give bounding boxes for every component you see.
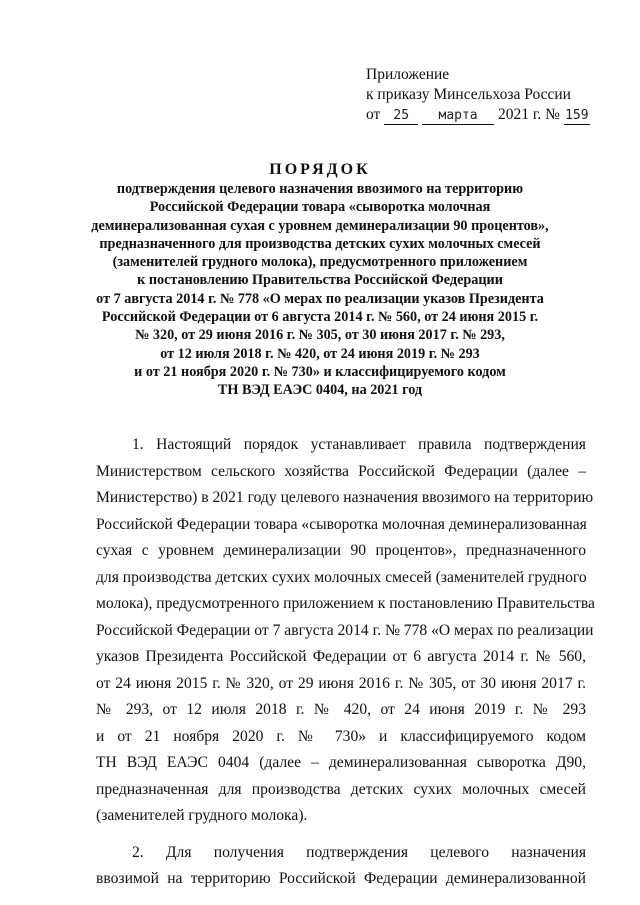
- body-line: для производства детских сухих молочных смесей (заменителей грудного: [96, 568, 587, 586]
- date-prefix: от: [366, 106, 381, 123]
- subtitle-line: и от 21 ноября 2020 г. № 730» и классифицируемого кодом: [134, 363, 506, 380]
- subtitle-line: от 12 июля 2018 г. № 420, от 24 июня 2019 г. № 293: [160, 345, 480, 362]
- paragraph-1: [96, 432, 595, 830]
- order-number: 159: [565, 108, 589, 123]
- order-month: марта: [422, 108, 494, 125]
- subtitle-line: подтверждения целевого назначения ввозимого на территорию: [116, 181, 524, 197]
- order-year: 2021 г. №: [497, 106, 560, 123]
- subtitle-line: Российской Федерации от 6 августа 2014 г. № 560, от 24 июня 2015 г.: [101, 309, 539, 326]
- body-line: ввозимой на территорию Российской Федерации деминерализованной: [96, 870, 586, 887]
- body-line: указов Президента Российской Федерации от 6 августа 2014 г. № 560,: [96, 648, 586, 665]
- body-line: 1. Настоящий порядок устанавливает правила подтверждения: [132, 436, 586, 453]
- document-subtitle: [60, 180, 580, 400]
- subtitle-line: № 320, от 29 июня 2016 г. № 305, от 30 июня 2017 г. № 293,: [135, 327, 505, 344]
- subtitle-line: от 7 августа 2014 г. № 778 «О мерах по реализации указов Президента: [96, 290, 544, 307]
- body-line: и от 21 ноября 2020 г. № 730» и классифицируемого кодом: [96, 727, 586, 745]
- subtitle-line: ТН ВЭД ЕАЭС 0404, на 2021 год: [217, 382, 423, 399]
- subtitle-line: предназначенного для производства детских сухих молочных смесей: [99, 235, 541, 252]
- document-body: [96, 432, 595, 893]
- appendix-label: Приложение: [366, 66, 450, 83]
- body-line: сухая с уровнем деминерализации 90 процентов», предназначенного: [96, 542, 586, 559]
- body-line: (заменителей грудного молока).: [96, 807, 308, 824]
- subtitle-line: Российской Федерации товара «сыворотка молочная: [149, 199, 491, 216]
- appendix-order-ref: к приказу Минсельхоза России: [366, 86, 571, 103]
- body-line: молока), предусмотренного приложением к постановлению Правительства: [96, 595, 595, 612]
- body-line: предназначенная для производства детских сухих молочных смесей: [96, 780, 586, 798]
- body-line: 2. Для получения подтверждения целевого назначения: [132, 843, 586, 861]
- body-line: Министерством сельского хозяйства Российской Федерации (далее –: [96, 462, 586, 480]
- body-line: Российской Федерации товара «сыворотка молочная деминерализованная: [96, 515, 587, 533]
- paragraph-gap: [96, 830, 586, 840]
- paragraph-2: [96, 840, 586, 893]
- subtitle-line: к постановлению Правительства Российской Федерации: [137, 272, 503, 289]
- subtitle-line: деминерализованная сухая с уровнем деминерализации 90 процентов»,: [91, 217, 549, 234]
- body-line: от 24 июня 2015 г. № 320, от 29 июня 2016 г. № 305, от 30 июня 2017 г.: [96, 674, 586, 692]
- appendix-header: [366, 65, 606, 125]
- appendix-date-line: [366, 105, 606, 125]
- body-line: № 293, от 12 июля 2018 г. № 420, от 24 июня 2019 г. № 293: [96, 701, 586, 718]
- body-line: Российской Федерации от 7 августа 2014 г. № 778 «О мерах по реализации: [96, 621, 594, 639]
- subtitle-line: (заменителей грудного молока), предусмотренного приложением: [112, 254, 528, 271]
- body-line: ТН ВЭД ЕАЭС 0404 (далее – деминерализованная сыворотка Д90,: [96, 754, 586, 771]
- order-day: 25: [384, 108, 418, 125]
- body-line: Министерство) в 2021 году целевого назначения ввозимого на территорию: [96, 489, 594, 506]
- document-title: ПОРЯДОК: [269, 161, 371, 178]
